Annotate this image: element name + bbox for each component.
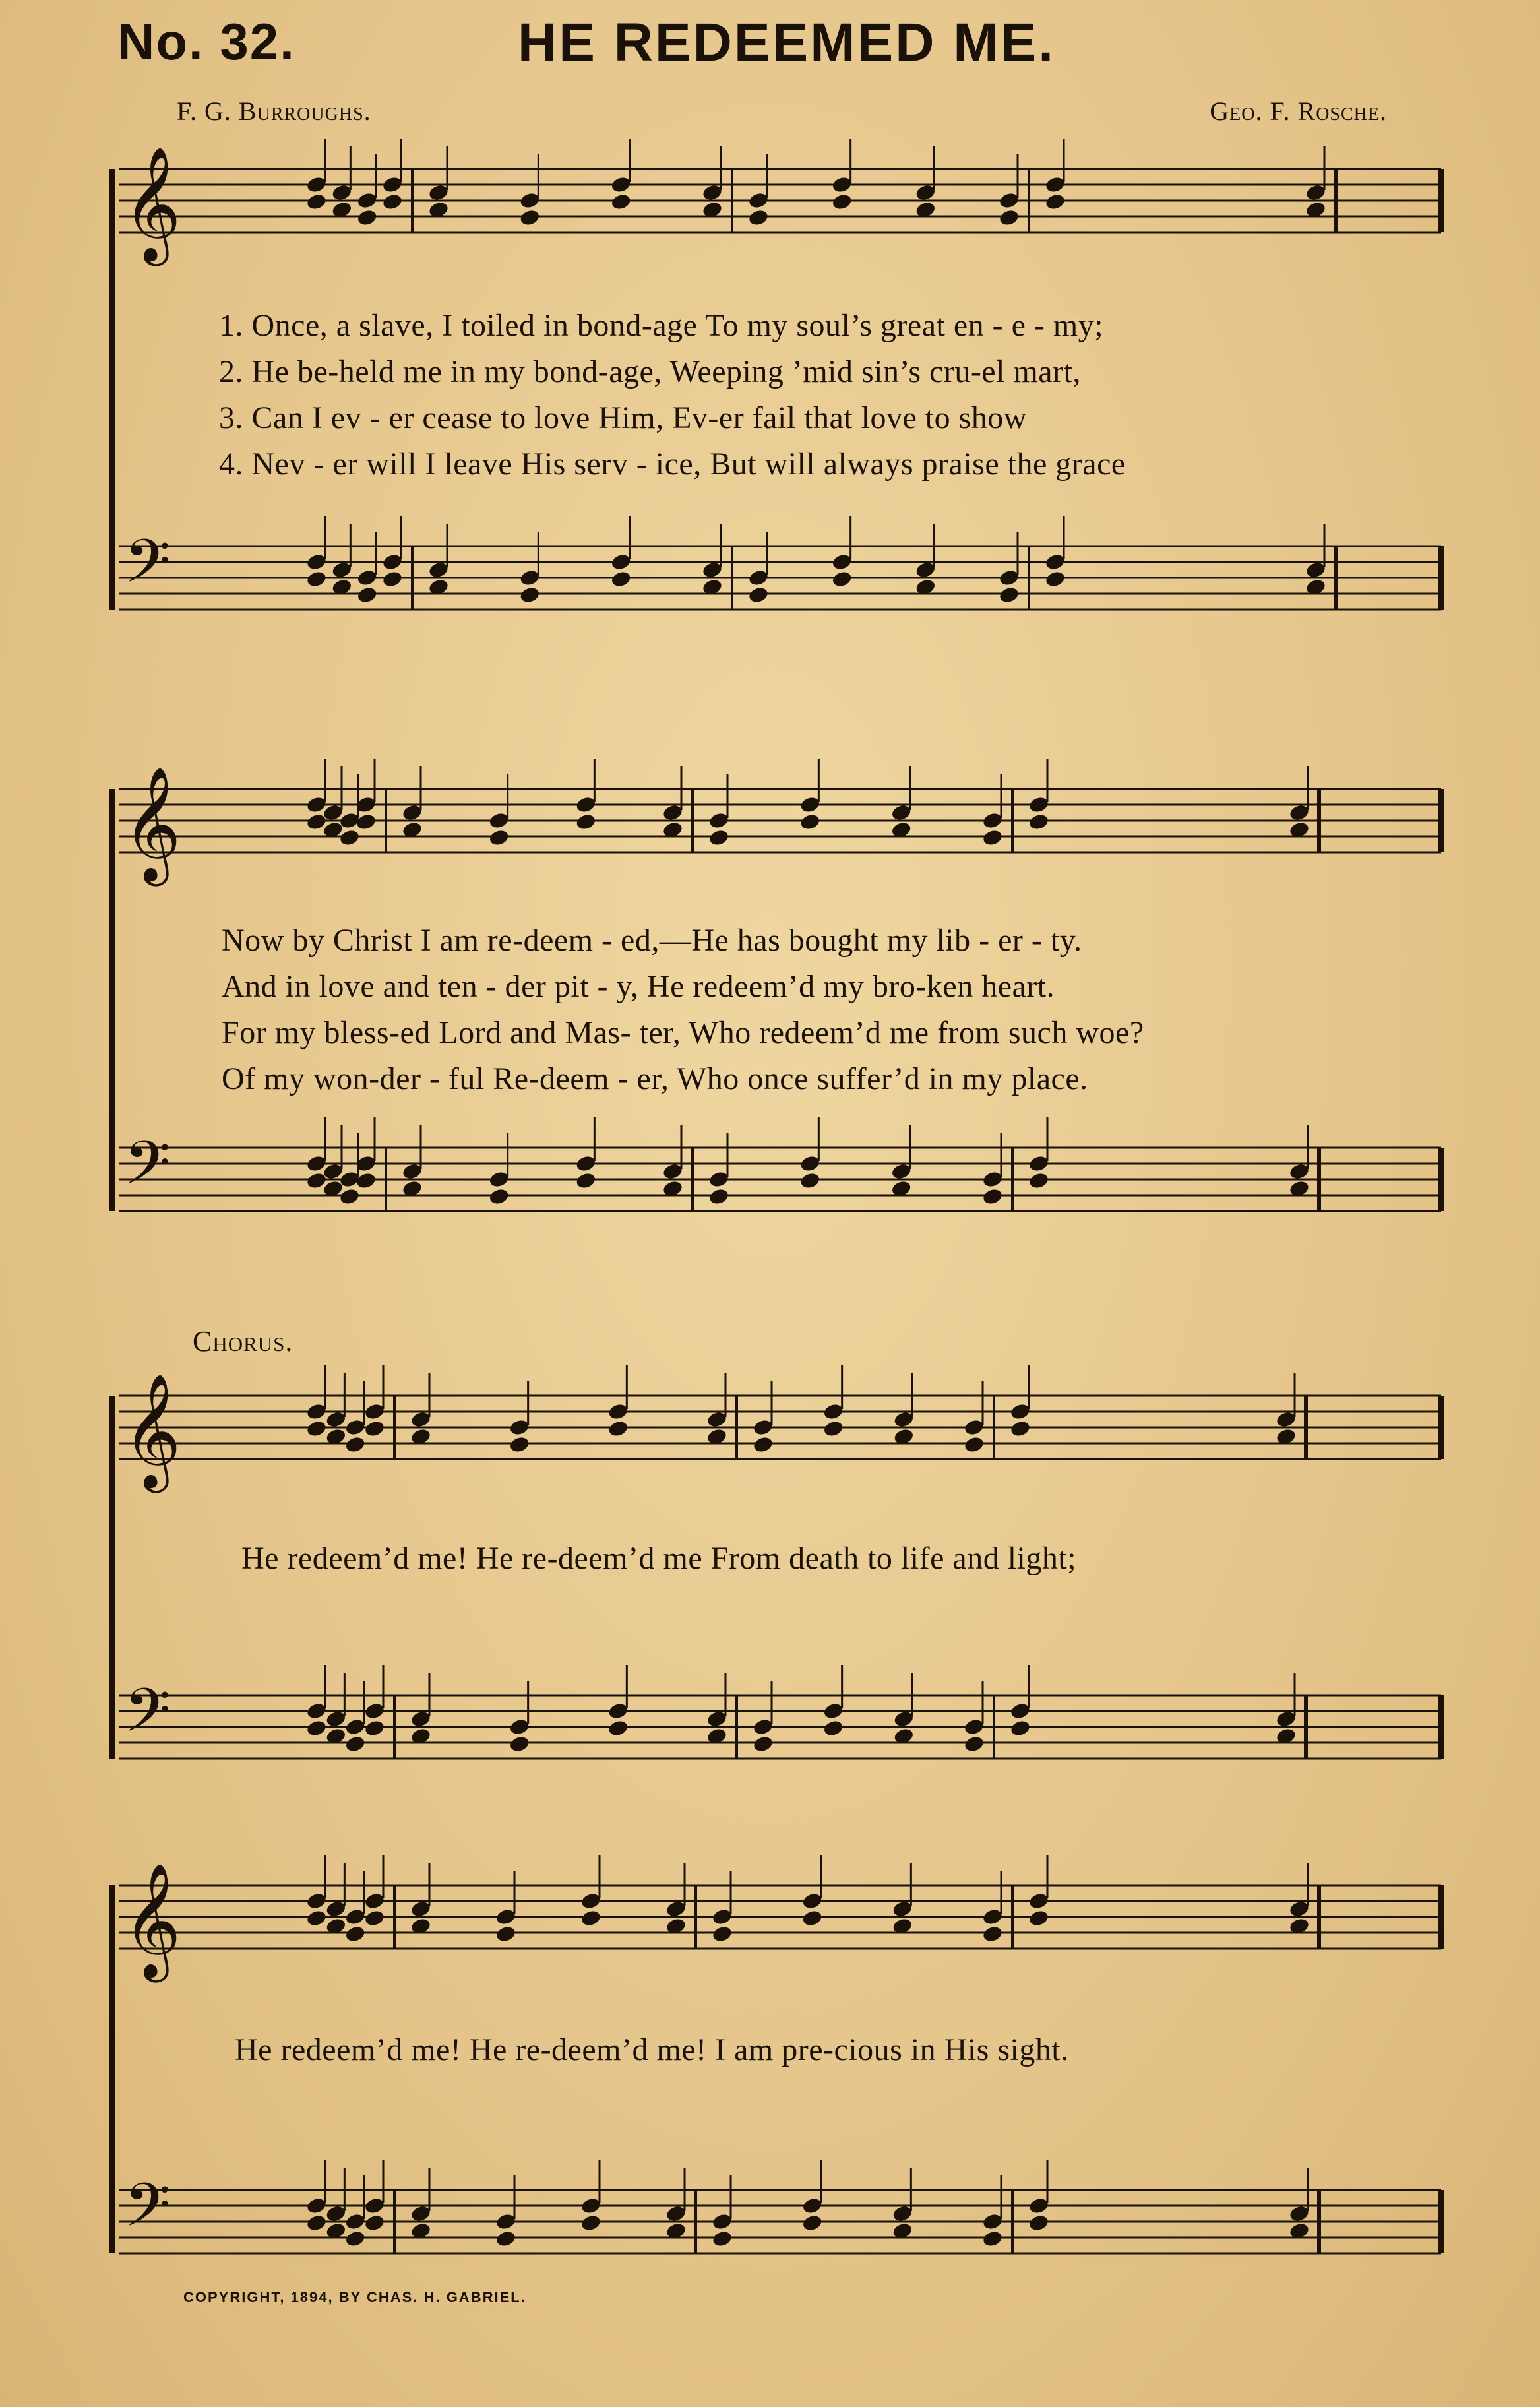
chorus-line-2: He redeem’d me! He re-deem’d me! I am pre-cious in His sight. <box>235 2032 1069 2067</box>
note-head <box>381 570 403 588</box>
bass-clef-icon: 𝄢 <box>124 2170 171 2255</box>
note-head <box>1009 1420 1031 1438</box>
note-head <box>305 2214 327 2232</box>
note-head <box>831 570 853 588</box>
bass-clef-icon: 𝄢 <box>124 1128 171 1212</box>
hymn-title: HE REDEEMED ME. <box>518 13 1055 73</box>
note-head <box>508 1735 530 1753</box>
note-head <box>305 1172 327 1190</box>
note-head <box>305 1909 327 1927</box>
note-head <box>998 208 1020 227</box>
note-head <box>801 1909 823 1927</box>
note-head <box>580 2214 601 2232</box>
note-head <box>1044 570 1066 588</box>
note-head <box>508 1435 530 1454</box>
note-head <box>363 2214 385 2232</box>
note-head <box>1028 813 1049 831</box>
note-head <box>305 1420 327 1438</box>
note-head <box>981 2230 1003 2248</box>
note-head <box>822 1719 844 1737</box>
note-head <box>1028 2214 1049 2232</box>
note-head <box>488 1187 510 1206</box>
note-head <box>363 1719 385 1737</box>
treble-clef-icon: 𝄞 <box>123 766 181 881</box>
note-head <box>488 828 510 847</box>
note-head <box>981 1187 1003 1206</box>
lyricist-credit: F. G. Burroughs. <box>177 96 371 126</box>
note-head <box>831 193 853 211</box>
note-head <box>305 813 327 831</box>
note-head <box>607 1420 629 1438</box>
chorus-label: Chorus. <box>193 1325 293 1358</box>
verse-4-line-2: Of my won-der - ful Re-deem - er, Who once suffer’d in my place. <box>222 1061 1088 1096</box>
hymn-number: No. 32. <box>117 13 295 71</box>
note-head <box>356 586 378 604</box>
note-head <box>998 586 1020 604</box>
note-head <box>344 1735 366 1753</box>
verse-4-line-1: 4. Nev - er will I leave His serv - ice, But will always praise the grace <box>219 447 1126 482</box>
note-head <box>801 2214 823 2232</box>
note-head <box>610 193 632 211</box>
note-head <box>381 193 403 211</box>
note-head <box>356 208 378 227</box>
note-head <box>752 1735 774 1753</box>
note-head <box>363 1909 385 1927</box>
note-head <box>338 828 360 847</box>
note-head <box>747 586 769 604</box>
note-head <box>519 208 541 227</box>
note-head <box>799 1172 821 1190</box>
note-head <box>981 1925 1003 1943</box>
note-head <box>610 570 632 588</box>
note-head <box>708 1187 729 1206</box>
note-head <box>711 2230 733 2248</box>
note-head <box>495 1925 516 1943</box>
note-head <box>799 813 821 831</box>
treble-clef-icon: 𝄞 <box>123 1863 181 1978</box>
bass-clef-icon: 𝄢 <box>124 1675 171 1760</box>
note-head <box>607 1719 629 1737</box>
treble-clef-icon: 𝄞 <box>123 1373 181 1488</box>
composer-credit: Geo. F. Rosche. <box>1210 96 1387 126</box>
note-head <box>1009 1719 1031 1737</box>
note-head <box>747 208 769 227</box>
chorus-line-1: He redeem’d me! He re-deem’d me From death to life and light; <box>241 1541 1077 1576</box>
verse-2-line-1: 2. He be-held me in my bond-age, Weeping ’mid sin’s cru-el mart, <box>219 354 1081 389</box>
note-head <box>344 2230 366 2248</box>
note-head <box>963 1735 985 1753</box>
note-head <box>575 1172 597 1190</box>
note-head <box>305 193 327 211</box>
bass-clef-icon: 𝄢 <box>124 526 171 611</box>
note-head <box>1028 1172 1049 1190</box>
verse-3-line-1: 3. Can I ev - er cease to love Him, Ev-er fail that love to show <box>219 400 1027 435</box>
note-head <box>363 1420 385 1438</box>
copyright-notice: COPYRIGHT, 1894, BY CHAS. H. GABRIEL. <box>183 2289 526 2305</box>
note-head <box>580 1909 601 1927</box>
treble-clef-icon: 𝄞 <box>123 146 181 261</box>
note-head <box>981 828 1003 847</box>
verse-2-line-2: And in love and ten - der pit - y, He redeem’d my bro-ken heart. <box>222 969 1055 1004</box>
note-head <box>1044 193 1066 211</box>
note-head <box>305 1719 327 1737</box>
note-head <box>519 586 541 604</box>
note-head <box>708 828 729 847</box>
note-head <box>575 813 597 831</box>
verse-1-line-1: 1. Once, a slave, I toiled in bond-age To my soul’s great en - e - my; <box>219 308 1104 343</box>
note-head <box>338 1187 360 1206</box>
note-head <box>305 570 327 588</box>
note-head <box>344 1435 366 1454</box>
note-head <box>822 1420 844 1438</box>
note-head <box>1028 1909 1049 1927</box>
note-head <box>711 1925 733 1943</box>
verse-1-line-2: Now by Christ I am re-deem - ed,—He has bought my lib - er - ty. <box>222 923 1082 958</box>
note-head <box>752 1435 774 1454</box>
verse-3-line-2: For my bless-ed Lord and Mas- ter, Who redeem’d me from such woe? <box>222 1015 1144 1050</box>
note-head <box>963 1435 985 1454</box>
note-head <box>344 1925 366 1943</box>
note-head <box>495 2230 516 2248</box>
